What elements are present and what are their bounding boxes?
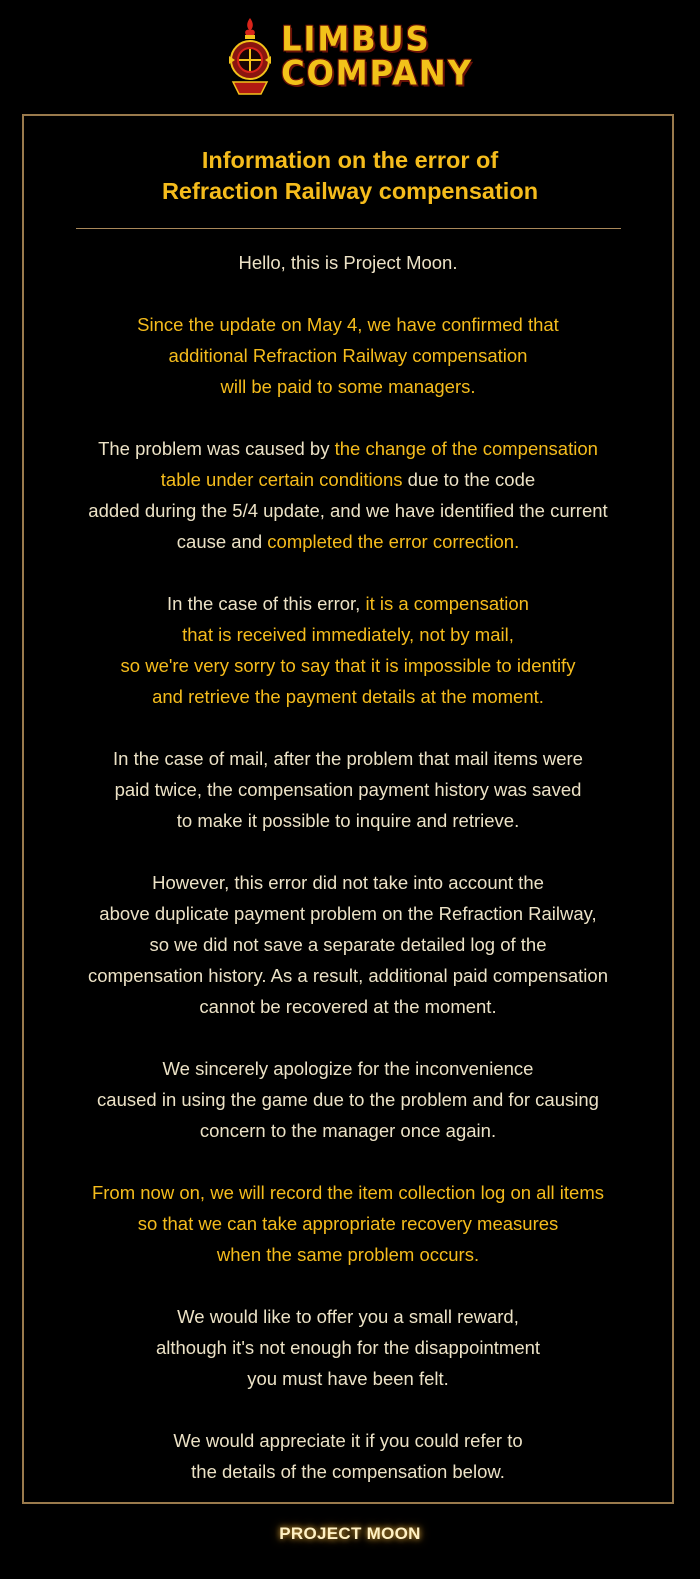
notice-body [24, 247, 672, 1518]
highlighted-text: completed the error correction. [267, 531, 520, 552]
logo-text-line1: LIMBUS [281, 19, 431, 59]
paragraph-line [24, 1115, 672, 1146]
highlighted-text: table under certain conditions [160, 469, 403, 490]
paragraph-line [24, 1177, 672, 1208]
logo-text-line2: COMPANY [281, 53, 473, 93]
paragraph-line [24, 650, 672, 681]
notice-paragraph [24, 309, 672, 402]
paragraph-line [24, 495, 672, 526]
body-text: above duplicate payment problem on the Refraction Railway, [99, 903, 597, 924]
notice-paragraph [24, 867, 672, 1022]
notice-paragraph [24, 1177, 672, 1270]
body-text: In the case of this error, [167, 593, 366, 614]
body-text: you must have been felt. [247, 1368, 449, 1389]
logo-wordmark [281, 19, 473, 93]
notice-paragraph [24, 743, 672, 836]
notice-paragraph [24, 588, 672, 712]
body-text: to make it possible to inquire and retrieve. [176, 810, 520, 831]
paragraph-line [24, 805, 672, 836]
paragraph-line [24, 619, 672, 650]
highlighted-text: From now on, we will record the item collection log on all items [91, 1182, 605, 1203]
highlighted-text: additional Refraction Railway compensation [168, 345, 528, 366]
paragraph-line [24, 743, 672, 774]
body-text: caused in using the game due to the problem and for causing [97, 1089, 599, 1110]
highlighted-text: so we're very sorry to say that it is impossible to identify [120, 655, 576, 676]
highlighted-text: when the same problem occurs. [216, 1244, 480, 1265]
paragraph-line [24, 1332, 672, 1363]
paragraph-line [24, 1363, 672, 1394]
paragraph-line [24, 1301, 672, 1332]
paragraph-line [24, 309, 672, 340]
paragraph-line [24, 1053, 672, 1084]
paragraph-line [24, 1239, 672, 1270]
notice-paragraph [24, 1425, 672, 1487]
body-text: although it's not enough for the disappointment [155, 1337, 541, 1358]
body-text: added during the 5/4 update, and we have identified the current [88, 500, 608, 521]
paragraph-line [24, 1084, 672, 1115]
paragraph-line [24, 991, 672, 1022]
notice-paragraph [24, 247, 672, 278]
paragraph-line [24, 340, 672, 371]
limbus-emblem-icon [227, 16, 273, 96]
footer-brand: PROJECT MOON [279, 1524, 421, 1543]
body-text: We sincerely apologize for the inconvenience [162, 1058, 534, 1079]
body-text: the details of the compensation below. [191, 1461, 505, 1482]
notice-title-line2: Refraction Railway compensation [161, 178, 539, 204]
body-text: so we did not save a separate detailed log of the [149, 934, 547, 955]
body-text: In the case of mail, after the problem that mail items were [113, 748, 583, 769]
paragraph-line [24, 929, 672, 960]
body-text: cannot be recovered at the moment. [199, 996, 497, 1017]
limbus-company-logo [0, 14, 700, 98]
notice-title-line1: Information on the error of [201, 147, 499, 173]
body-text: cause and [176, 531, 268, 552]
body-text: We would appreciate it if you could refer to [173, 1430, 523, 1451]
highlighted-text: Since the update on May 4, we have confirmed that [137, 314, 559, 335]
notice-paragraph [24, 1053, 672, 1146]
highlighted-text: the change of the compensation [334, 438, 598, 459]
paragraph-line [24, 526, 672, 557]
paragraph-line [24, 371, 672, 402]
notice-title [0, 145, 700, 207]
paragraph-line [24, 1456, 672, 1487]
title-divider [76, 228, 621, 229]
paragraph-line [24, 464, 672, 495]
paragraph-line [24, 774, 672, 805]
paragraph-line [24, 247, 672, 278]
highlighted-text: that is received immediately, not by mail, [182, 624, 514, 645]
paragraph-line [24, 433, 672, 464]
body-text: However, this error did not take into account the [152, 872, 544, 893]
body-text: compensation history. As a result, additional paid compensation [87, 965, 608, 986]
notice-paragraph [24, 1301, 672, 1394]
paragraph-line [24, 1425, 672, 1456]
highlighted-text: and retrieve the payment details at the moment. [152, 686, 544, 707]
paragraph-line [24, 867, 672, 898]
paragraph-line [24, 588, 672, 619]
body-text: concern to the manager once again. [199, 1120, 497, 1141]
paragraph-line [24, 1208, 672, 1239]
body-text: Hello, this is Project Moon. [238, 252, 458, 273]
body-text: We would like to offer you a small reward, [177, 1306, 519, 1327]
paragraph-line [24, 681, 672, 712]
body-text: due to the code [402, 469, 536, 490]
paragraph-line [24, 960, 672, 991]
highlighted-text: will be paid to some managers. [220, 376, 476, 397]
body-text: paid twice, the compensation payment history was saved [114, 779, 582, 800]
notice-paragraph [24, 433, 672, 557]
body-text: The problem was caused by [98, 438, 335, 459]
highlighted-text: it is a compensation [365, 593, 529, 614]
paragraph-line [24, 898, 672, 929]
highlighted-text: so that we can take appropriate recovery measures [137, 1213, 559, 1234]
